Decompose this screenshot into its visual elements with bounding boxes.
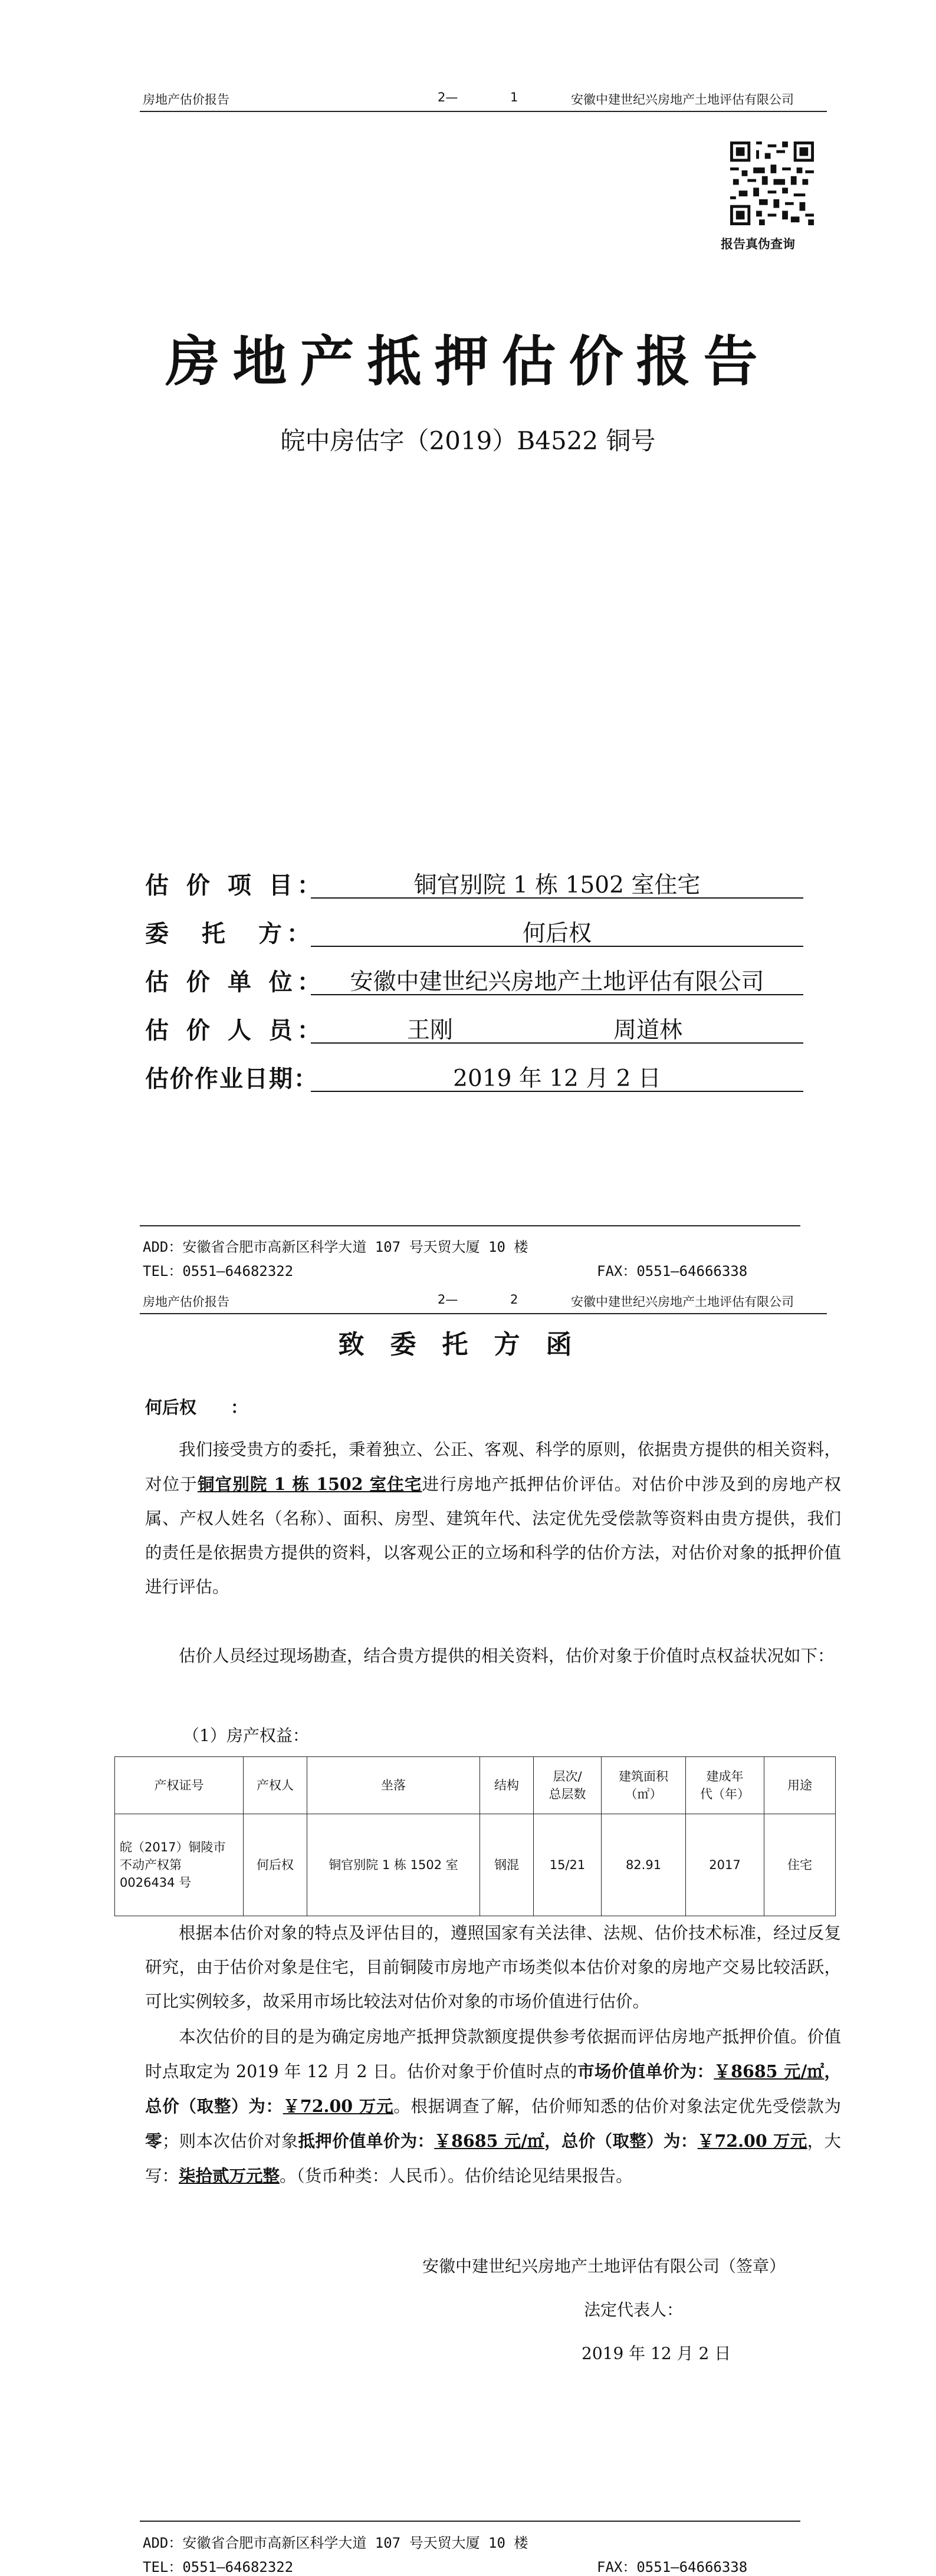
field-label-client: 委 托 方： [145, 920, 315, 948]
td-cert-no: 皖（2017）铜陵市 不动产权第 0026434 号 [115, 1814, 244, 1916]
p4-b: 市场价值单价为： [577, 2061, 714, 2081]
p4-market-unit-price: ￥8685 元/㎡ [714, 2061, 825, 2081]
p4-market-total-price: ￥72.00 万元 [283, 2096, 394, 2116]
field-value-appraiser-org: 安徽中建世纪兴房地产土地评估有限公司 [350, 969, 764, 995]
field-underline [311, 994, 803, 995]
p4-m: ，大写： [145, 2131, 841, 2186]
td-use: 住宅 [764, 1814, 836, 1916]
page1-header-page-a: 2— [438, 90, 458, 104]
rights-table [114, 1756, 836, 1916]
field-label-appraiser-org: 估 价 单 位： [145, 968, 326, 996]
field-label-work-date: 估价作业日期： [145, 1065, 318, 1093]
td-location: 铜官别院 1 栋 1502 室 [307, 1814, 480, 1916]
p4-amount-in-words: 柒拾贰万元整 [179, 2166, 280, 2186]
page2-footer-tel: TEL：0551—64682322 [143, 2559, 294, 2575]
th-cert-no: 产权证号 [115, 1757, 244, 1814]
th-structure: 结构 [480, 1757, 534, 1814]
report-number: 皖中房估字（2019）B4522 铜号 [280, 426, 656, 455]
table-header-row [115, 1757, 836, 1814]
qr-caption: 报告真伪查询 [721, 237, 795, 251]
p4-mortgage-unit-price: ￥8685 元/㎡ [434, 2131, 545, 2151]
page1-header-page-b: 1 [510, 90, 518, 104]
page2-header-page-a: 2— [438, 1292, 458, 1307]
letter-addressee: 何后权 ： [145, 1397, 248, 1417]
report-title: 房地产抵押估价报告 [165, 330, 771, 393]
field-underline [311, 897, 803, 899]
field-underline [311, 1042, 803, 1044]
field-label-appraisers: 估 价 人 员： [145, 1016, 326, 1044]
th-year: 建成年 代（年） [686, 1757, 764, 1814]
page2-header-left: 房地产估价报告 [143, 1295, 229, 1309]
p4-k: ，总价（取整）为： [544, 2131, 698, 2151]
td-structure: 钢混 [480, 1814, 534, 1916]
page2-header-page-b: 2 [510, 1292, 518, 1307]
page2-footer-rule [140, 2521, 800, 2522]
letter-paragraph-3: 根据本估价对象的特点及评估目的，遵照国家有关法律、法规、估价技术标准，经过反复研究，由于估价对象是住宅，目前铜陵市房地产市场类似本估价对象的房地产交易比较活跃，可比实例较多，故采用市场比较法对估价对象的市场价值进行估价。 [145, 1923, 841, 2011]
page1-header-left: 房地产估价报告 [143, 93, 229, 107]
p1-subject-address: 铜官别院 1 栋 1502 室住宅 [197, 1474, 422, 1494]
field-value-work-date: 2019 年 12 月 2 日 [453, 1065, 661, 1092]
signature-legal-rep: 法定代表人： [584, 2300, 684, 2320]
page1-footer-fax: FAX：0551—64666338 [597, 1263, 748, 1279]
page1-footer-tel: TEL：0551—64682322 [143, 1263, 294, 1279]
th-area: 建筑面积 （㎡） [602, 1757, 686, 1814]
field-underline [311, 946, 803, 947]
p4-mortgage-total-price: ￥72.00 万元 [697, 2131, 807, 2151]
td-owner: 何后权 [244, 1814, 307, 1916]
th-owner: 产权人 [244, 1757, 307, 1814]
signature-date: 2019 年 12 月 2 日 [582, 2344, 731, 2363]
p4-g: 零 [145, 2131, 162, 2151]
p4-i: 抵押价值单价为： [298, 2131, 435, 2151]
p4-a: 本次估价的目的是为确定房地产抵押贷款额度提供参考依据而评估房地产抵押价值。价值时点取定为 2019 年 12 月 2 日。估价对象于价值时点的 [145, 2027, 841, 2081]
signature-company: 安徽中建世纪兴房地产土地评估有限公司（签章） [422, 2256, 786, 2276]
td-area: 82.91 [602, 1814, 686, 1916]
page1-header-right: 安徽中建世纪兴房地产土地评估有限公司 [571, 93, 794, 107]
page2-footer-fax: FAX：0551—64666338 [597, 2559, 748, 2575]
th-location: 坐落 [307, 1757, 480, 1814]
p1-text-1: 我们接受贵方的委托，秉着独立、公正、客观、科学的原则，依据贵方提供的相关资料，对位于 [145, 1440, 841, 1494]
td-floor: 15/21 [534, 1814, 602, 1916]
p1-text-2: 进行房地产抵押估价评估。对估价中涉及到的房地产权属、产权人姓名（名称）、面积、房型、建筑年代、法定优先受偿款等资料由贵方提供，我们的责任是依据贵方提供的资料，以客观公正的立场和科学的估价方法，对估价对象的抵押价值进行评估。 [145, 1475, 841, 1597]
th-use: 用途 [764, 1757, 836, 1814]
p4-h: ；则本次估价对象 [162, 2131, 298, 2151]
qr-code-icon[interactable] [730, 142, 814, 225]
letter-paragraph-4 [145, 2020, 841, 2193]
field-value-appraiser-2: 周道林 [613, 1017, 683, 1044]
p4-d: ，总价（取整）为： [145, 2061, 841, 2116]
page1-footer-address: ADD：安徽省合肥市高新区科学大道 107 号天贸大厦 10 楼 [143, 1239, 528, 1255]
table-row [115, 1814, 836, 1916]
th-floor: 层次/ 总层数 [534, 1757, 602, 1814]
page2-header-rule [140, 1313, 827, 1314]
field-underline [311, 1091, 803, 1092]
page2-header-right: 安徽中建世纪兴房地产土地评估有限公司 [571, 1295, 794, 1309]
field-value-project: 铜官别院 1 栋 1502 室住宅 [413, 872, 701, 899]
p4-f: 。根据调查了解，估价师知悉的估价对象法定优先受偿款为 [393, 2097, 841, 2116]
page2-footer-address: ADD：安徽省合肥市高新区科学大道 107 号天贸大厦 10 楼 [143, 2535, 528, 2551]
td-year: 2017 [686, 1814, 764, 1916]
rights-label: （1）房产权益： [183, 1726, 309, 1745]
letter-title: 致委托方函 [338, 1330, 598, 1360]
p4-o: 。（货币种类：人民币）。估价结论见结果报告。 [280, 2166, 633, 2186]
letter-paragraph-2: 估价人员经过现场勘查，结合贵方提供的相关资料，估价对象于价值时点权益状况如下： [179, 1646, 835, 1666]
field-value-appraiser-1: 王刚 [407, 1017, 454, 1044]
field-label-project: 估 价 项 目： [145, 871, 326, 899]
letter-paragraph-1 [145, 1433, 841, 1604]
field-value-client: 何后权 [522, 920, 592, 947]
page1-header-rule [140, 111, 827, 112]
page1-footer-rule [140, 1225, 800, 1226]
